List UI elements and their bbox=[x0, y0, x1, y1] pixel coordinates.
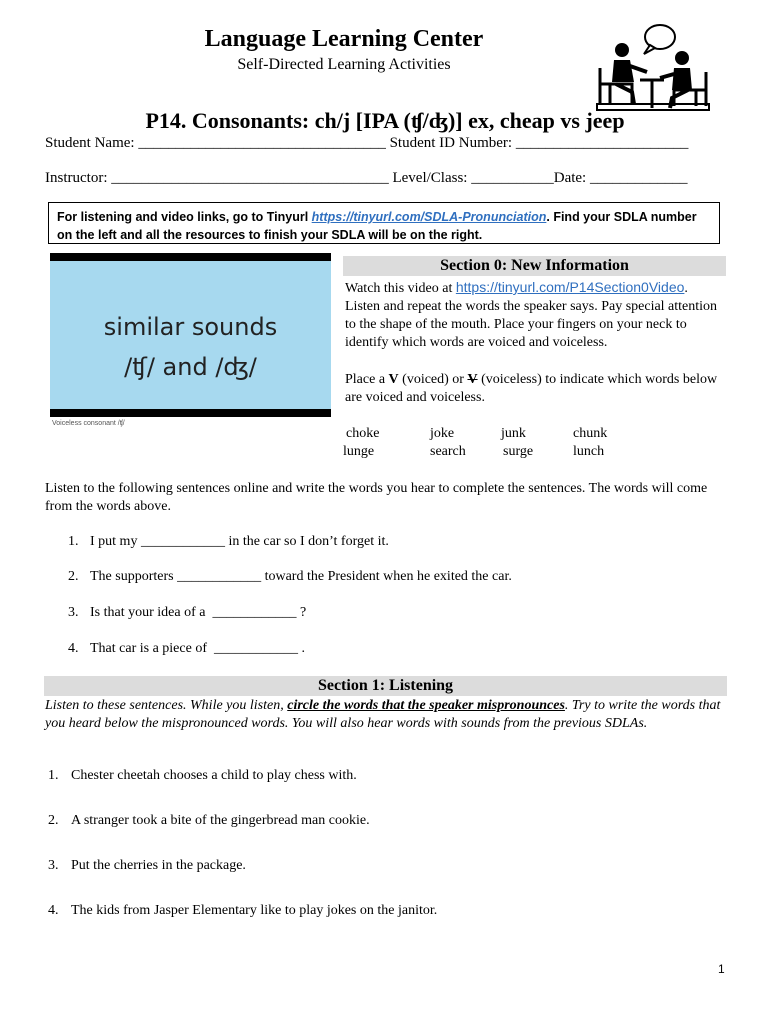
fill-sentence-4[interactable] bbox=[68, 641, 668, 659]
listening-sentence-2[interactable] bbox=[48, 813, 648, 831]
fill-num: 1. bbox=[68, 534, 79, 549]
word-search[interactable]: search bbox=[430, 444, 466, 459]
fill-text: Is that your idea of a ____________ ? bbox=[90, 605, 307, 620]
fill-num: 3. bbox=[68, 605, 79, 620]
tinyurl-prefix: For listening and video links, go to Tinyurl bbox=[57, 210, 312, 224]
video-text-line2: /ʧ/ and /ʤ/ bbox=[124, 353, 257, 381]
sentence-text: Chester cheetah chooses a child to play chess with. bbox=[71, 768, 357, 783]
level-field[interactable]: ___________ bbox=[471, 170, 554, 186]
intro-a: Listen to these sentences. While you listen, bbox=[45, 698, 288, 713]
fill-num: 2. bbox=[68, 569, 79, 584]
instr-a: Place a bbox=[345, 372, 389, 387]
video-caption: Voiceless consonant /ʧ/ bbox=[52, 420, 125, 427]
student-info-row bbox=[45, 135, 688, 152]
section1-intro bbox=[45, 697, 725, 733]
sdla-pronunciation-link[interactable]: https://tinyurl.com/SDLA-Pronunciation bbox=[311, 210, 547, 224]
sentence-num: 4. bbox=[48, 903, 59, 918]
instructor-field[interactable]: _____________________________________ bbox=[111, 170, 389, 186]
sentence-text: A stranger took a bite of the gingerbread man cookie. bbox=[71, 813, 370, 828]
instructor-label: Instructor: bbox=[45, 170, 108, 186]
sentence-num: 2. bbox=[48, 813, 59, 828]
header-title: Language Learning Center bbox=[204, 26, 484, 52]
section0-title: Section 0: New Information bbox=[343, 256, 726, 276]
student-id-field[interactable]: _______________________ bbox=[515, 135, 689, 151]
section0-video-link[interactable]: https://tinyurl.com/P14Section0Video bbox=[455, 279, 685, 295]
word-surge[interactable]: surge bbox=[503, 444, 534, 459]
word-lunch[interactable]: lunch bbox=[573, 444, 605, 459]
sentence-text: Put the cherries in the package. bbox=[71, 858, 246, 873]
header-subtitle: Self-Directed Learning Activities bbox=[237, 56, 451, 73]
tinyurl-info-box bbox=[48, 202, 720, 244]
student-name-field[interactable]: _________________________________ bbox=[138, 135, 386, 151]
sentence-num: 1. bbox=[48, 768, 59, 783]
fill-text: The supporters ____________ toward the President when he exited the car. bbox=[90, 569, 512, 584]
intro-b: . Try to write the words that you heard below the mispronounced words. You will also hear words with sounds from the previous SDLAs. bbox=[45, 698, 721, 731]
level-label: Level/Class: bbox=[392, 170, 468, 186]
sentence-text: The kids from Jasper Elementary like to play jokes on the janitor. bbox=[71, 903, 438, 918]
date-field[interactable]: _____________ bbox=[589, 170, 688, 186]
fill-sentence-3[interactable] bbox=[68, 605, 668, 623]
date-label: Date: bbox=[553, 170, 587, 186]
fill-sentence-2[interactable] bbox=[68, 569, 668, 587]
student-name-label: Student Name: bbox=[45, 135, 135, 151]
watch-prefix: Watch this video at bbox=[345, 281, 456, 296]
listening-intro: Listen to the following sentences online and write the words you hear to complete the sentences. The words will come from the words above. bbox=[45, 481, 708, 514]
listening-sentence-3[interactable] bbox=[48, 858, 648, 876]
section0-watch-text bbox=[345, 278, 725, 352]
listening-sentence-1[interactable] bbox=[48, 768, 648, 786]
listening-sentence-4[interactable] bbox=[48, 903, 688, 921]
word-junk[interactable]: junk bbox=[501, 426, 526, 441]
watch-suffix: . Listen and repeat the words the speaker says. Pay special attention to the shape of the mouth. Place your fingers on your neck to identify which words are voiced and voiceless. bbox=[345, 281, 718, 350]
instr-c: (voiceless) to indicate which words below are voiced and voiceless. bbox=[345, 372, 718, 405]
fill-sentence-1[interactable] bbox=[68, 534, 668, 552]
section1-title: Section 1: Listening bbox=[44, 676, 727, 696]
section0-instructions bbox=[345, 371, 725, 407]
instr-b: (voiced) or bbox=[398, 372, 468, 387]
word-joke[interactable]: joke bbox=[430, 426, 455, 441]
student-id-label: Student ID Number: bbox=[389, 135, 513, 151]
instructor-row bbox=[45, 170, 687, 187]
word-lunge[interactable]: lunge bbox=[343, 444, 375, 459]
fill-text: I put my ____________ in the car so I don’t forget it. bbox=[90, 534, 389, 549]
conversation-illustration-icon bbox=[592, 20, 714, 116]
fill-text: That car is a piece of ____________ . bbox=[90, 641, 305, 656]
video-thumbnail[interactable] bbox=[50, 253, 331, 417]
sentence-num: 3. bbox=[48, 858, 59, 873]
fill-num: 4. bbox=[68, 641, 79, 656]
page-title: P14. Consonants: ch/j [IPA (ʧ/ʤ)] ex, cheap vs jeep bbox=[145, 108, 625, 133]
word-choke[interactable]: choke bbox=[346, 426, 380, 441]
voiceless-mark: V bbox=[467, 372, 478, 387]
page-number: 1 bbox=[718, 962, 725, 976]
intro-emphasis: circle the words that the speaker mispronounces bbox=[287, 698, 565, 713]
tinyurl-suffix: . Find your SDLA number on the left and all the resources to finish your SDLA will be on the right. bbox=[57, 210, 697, 242]
word-chunk[interactable]: chunk bbox=[573, 426, 608, 441]
voiced-mark: V bbox=[388, 372, 399, 387]
video-text-line1: similar sounds bbox=[103, 313, 278, 341]
